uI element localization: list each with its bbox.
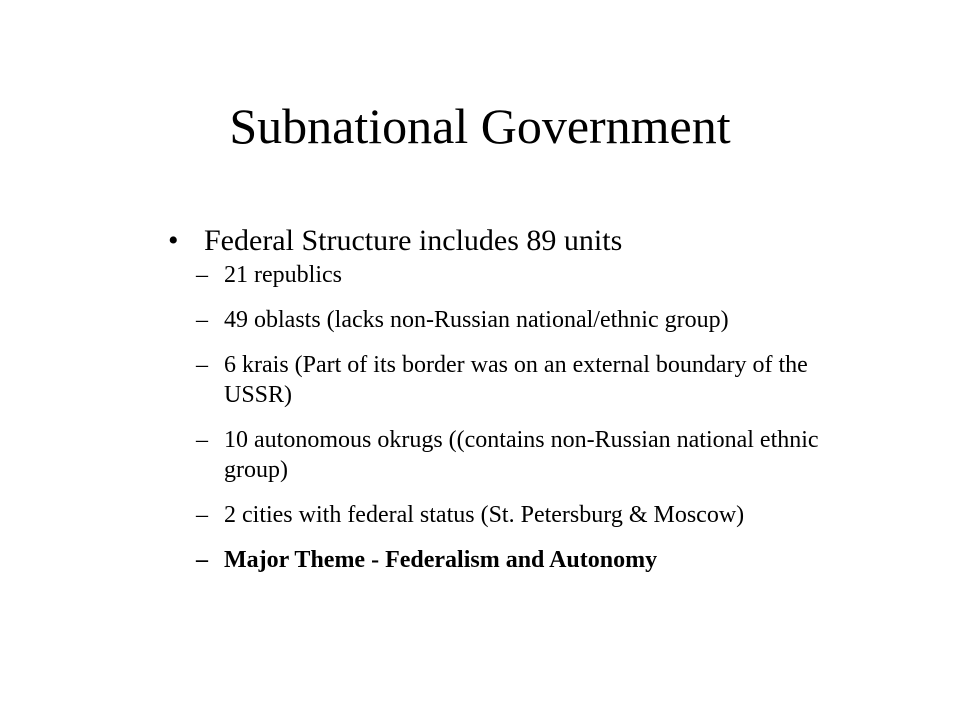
sub-bullet-item <box>196 500 880 530</box>
sub-bullet-item <box>196 545 880 575</box>
bullet-dot-icon: • <box>168 224 179 257</box>
sub-bullet-text: Major Theme - Federalism and Autonomy <box>224 547 658 573</box>
dash-icon: – <box>196 547 208 573</box>
sub-bullet-text: 21 republics <box>224 262 342 288</box>
dash-icon: – <box>196 427 208 453</box>
sub-bullet-item <box>196 305 880 335</box>
sub-bullet-item <box>196 425 880 485</box>
sub-bullet-text: 6 krais (Part of its border was on an external boundary of the USSR) <box>224 352 808 408</box>
bullet-text: Federal Structure includes 89 units <box>204 224 623 257</box>
dash-icon: – <box>196 352 208 378</box>
dash-icon: – <box>196 307 208 333</box>
dash-icon: – <box>196 502 208 528</box>
sub-bullet-text: 49 oblasts (lacks non-Russian national/ethnic group) <box>224 307 729 333</box>
sub-bullet-item <box>196 260 880 290</box>
dash-icon: – <box>196 262 208 288</box>
sub-bullet-item <box>196 350 880 410</box>
slide-title: Subnational Government <box>229 98 731 154</box>
bullet-item <box>168 222 888 575</box>
sub-bullet-text: 10 autonomous okrugs ((contains non-Russian national ethnic group) <box>224 427 819 483</box>
sub-bullet-text: 2 cities with federal status (St. Petersburg & Moscow) <box>224 502 745 528</box>
bullet-list <box>168 222 888 590</box>
sub-bullet-list <box>196 260 880 575</box>
